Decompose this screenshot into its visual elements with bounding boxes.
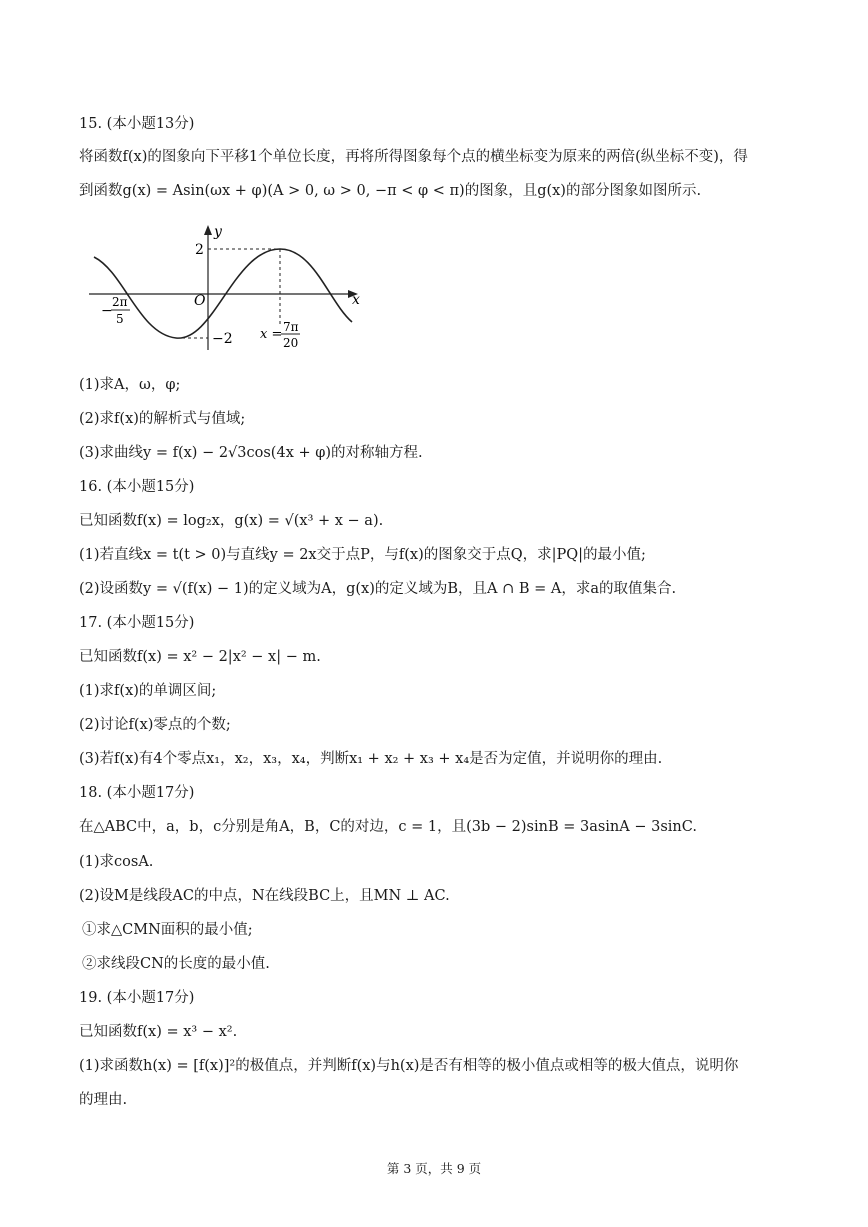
problem-15-text-1: 将函数f(x)的图象向下平移1个单位长度，再将所得图象每个点的横坐标变为原来的两倍(纵坐标不变)，得 — [79, 149, 748, 165]
problem-17-part-3: (3)若f(x)有4个零点x₁，x₂，x₃，x₄，判断x₁ + x₂ + x₃ + x₄是否为定值，并说明你的理由. — [79, 751, 663, 767]
problem-19-part-1: (1)求函数h(x) = [f(x)]²的极值点，并判断f(x)与h(x)是否有相等的极小值点或相等的极大值点，说明你 — [79, 1058, 739, 1074]
problem-18-part-1: (1)求cosA. — [79, 854, 154, 870]
x-axis-label: x — [352, 292, 360, 308]
problem-15-title: 15. (本小题13分) — [79, 116, 195, 132]
y-axis-label: y — [214, 224, 222, 240]
problem-18-sub-1: ①求△CMN面积的最小值; — [82, 922, 253, 938]
problem-17-part-2: (2)讨论f(x)零点的个数; — [79, 717, 231, 733]
peak-num: 7π — [283, 320, 299, 334]
origin-label: O — [194, 293, 206, 309]
left-zero-num: 2π — [112, 295, 128, 309]
problem-17-text: 已知函数f(x) = x² − 2|x² − x| − m. — [79, 649, 321, 665]
page-footer: 第 3 页，共 9 页 — [386, 1161, 482, 1176]
problem-18-title: 18. (本小题17分) — [79, 785, 195, 801]
problem-16-title: 16. (本小题15分) — [79, 479, 195, 495]
sine-graph — [84, 222, 374, 357]
problem-18-text: 在△ABC中，a，b，c分别是角A，B，C的对边，c = 1，且(3b − 2)sinB = 3asinA − 3sinC. — [79, 819, 697, 835]
problem-17-part-1: (1)求f(x)的单调区间; — [79, 683, 217, 699]
peak-label-prefix: x = — [260, 327, 283, 342]
problem-19-text: 已知函数f(x) = x³ − x². — [79, 1024, 238, 1040]
problem-15-part-2: (2)求f(x)的解析式与值域; — [79, 411, 246, 427]
problem-19-title: 19. (本小题17分) — [79, 990, 195, 1006]
problem-16-part-1: (1)若直线x = t(t > 0)与直线y = 2x交于点P，与f(x)的图象交于点Q，求|PQ|的最小值; — [79, 547, 646, 563]
y-axis-arrow — [204, 225, 212, 235]
min-label: −2 — [212, 331, 233, 347]
problem-15-part-3: (3)求曲线y = f(x) − 2√3cos(4x + φ)的对称轴方程. — [79, 445, 423, 461]
problem-16-part-2: (2)设函数y = √(f(x) − 1)的定义域为A，g(x)的定义域为B，且A ∩ B = A，求a的取值集合. — [79, 581, 677, 597]
problem-18-sub-2: ②求线段CN的长度的最小值. — [82, 956, 270, 972]
problem-15-part-1: (1)求A，ω，φ; — [79, 377, 181, 393]
left-zero-den: 5 — [116, 312, 124, 326]
problem-16-text: 已知函数f(x) = log₂x，g(x) = √(x³ + x − a). — [79, 513, 384, 529]
max-label: 2 — [195, 242, 204, 258]
left-zero-sign: − — [101, 303, 113, 319]
problem-15-text-2: 到函数g(x) = Asin(ωx + φ)(A > 0, ω > 0, −π < φ < π)的图象，且g(x)的部分图象如图所示. — [79, 183, 702, 199]
problem-17-title: 17. (本小题15分) — [79, 615, 195, 631]
peak-den: 20 — [283, 336, 299, 350]
problem-19-part-1-cont: 的理由. — [79, 1092, 128, 1108]
problem-18-part-2: (2)设M是线段AC的中点，N在线段BC上，且MN ⊥ AC. — [79, 888, 450, 904]
